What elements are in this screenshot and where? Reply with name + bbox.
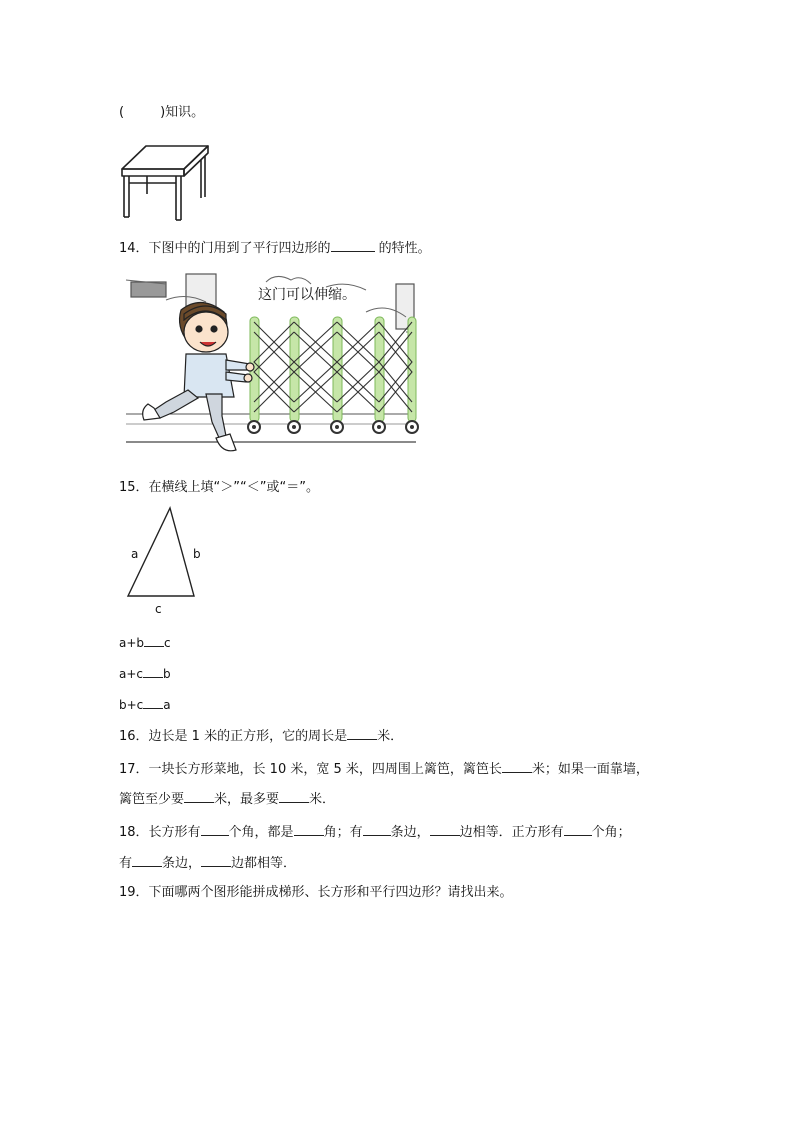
triangle-figure bbox=[118, 505, 208, 625]
q17-text: 米；如果一面靠墙， bbox=[531, 762, 649, 777]
q18-text: 个角，都是 bbox=[228, 825, 294, 840]
q18-text: 条边， bbox=[162, 856, 202, 871]
q18-text: 有 bbox=[119, 856, 133, 871]
q14-text-after: 的特性。 bbox=[374, 241, 431, 256]
answer-blank[interactable] bbox=[564, 823, 592, 836]
answer-blank[interactable] bbox=[331, 239, 375, 252]
q18-text: 边相等．正方形有 bbox=[459, 825, 564, 840]
q16-text-end: 米． bbox=[377, 729, 404, 744]
answer-blank[interactable] bbox=[363, 823, 391, 836]
answer-blank[interactable] bbox=[143, 696, 163, 709]
expr-left: a+b bbox=[119, 636, 145, 650]
expr-right: a bbox=[163, 698, 171, 712]
answer-blank[interactable] bbox=[294, 823, 324, 836]
compare-row bbox=[119, 696, 171, 714]
answer-blank[interactable] bbox=[144, 634, 164, 647]
expr-left: a+c bbox=[119, 667, 144, 681]
q19-text: 19．下面哪两个图形能拼成梯形、长方形和平行四边形？请找出来。 bbox=[119, 885, 513, 900]
answer-blank[interactable] bbox=[430, 823, 460, 836]
q18-line1 bbox=[119, 823, 631, 842]
answer-blank[interactable] bbox=[502, 760, 532, 773]
q18-text: 18．长方形有 bbox=[119, 825, 201, 840]
compare-row bbox=[119, 665, 171, 683]
answer-blank[interactable] bbox=[184, 790, 214, 803]
q18-text: 角；有 bbox=[323, 825, 363, 840]
q13-text: 知识。 bbox=[165, 105, 205, 120]
q18-text: 边都相等． bbox=[231, 856, 297, 871]
q14-line bbox=[119, 239, 431, 258]
expr-right: b bbox=[163, 667, 171, 681]
q17-line1 bbox=[119, 760, 649, 779]
answer-blank[interactable] bbox=[347, 727, 377, 740]
q18-text: 条边， bbox=[390, 825, 430, 840]
answer-blank[interactable] bbox=[132, 854, 162, 867]
q14-text: 14．下图中的门用到了平行四边形的 bbox=[119, 241, 331, 256]
paren-open: ( bbox=[119, 105, 125, 120]
answer-blank[interactable] bbox=[143, 665, 163, 678]
q18-line2 bbox=[119, 854, 296, 873]
speech-text: 这门可以伸缩。 bbox=[258, 287, 356, 303]
side-label-a: a bbox=[131, 547, 139, 561]
q17-text: 米，最多要 bbox=[214, 792, 280, 807]
q17-text: 篱笆至少要 bbox=[119, 792, 185, 807]
answer-blank[interactable] bbox=[201, 854, 231, 867]
q15-text: 15．在横线上填“＞”“＜”或“＝”。 bbox=[119, 480, 319, 495]
paren-close: ) bbox=[160, 105, 166, 120]
q17-text: 米． bbox=[309, 792, 336, 807]
answer-blank[interactable] bbox=[279, 790, 309, 803]
table-figure bbox=[118, 143, 214, 223]
expr-left: b+c bbox=[119, 698, 144, 712]
compare-row bbox=[119, 634, 171, 652]
expr-right: c bbox=[164, 636, 171, 650]
q17-line2 bbox=[119, 790, 335, 809]
side-label-c: c bbox=[155, 602, 162, 616]
q16-text: 16．边长是 1 米的正方形，它的周长是 bbox=[119, 729, 348, 744]
q13-line bbox=[119, 104, 204, 122]
q17-text: 17．一块长方形菜地，长 10 米，宽 5 米，四周围上篱笆，篱笆长 bbox=[119, 762, 502, 777]
q18-text: 个角； bbox=[591, 825, 631, 840]
side-label-b: b bbox=[193, 547, 201, 561]
answer-blank[interactable] bbox=[201, 823, 229, 836]
q16-line bbox=[119, 727, 403, 746]
